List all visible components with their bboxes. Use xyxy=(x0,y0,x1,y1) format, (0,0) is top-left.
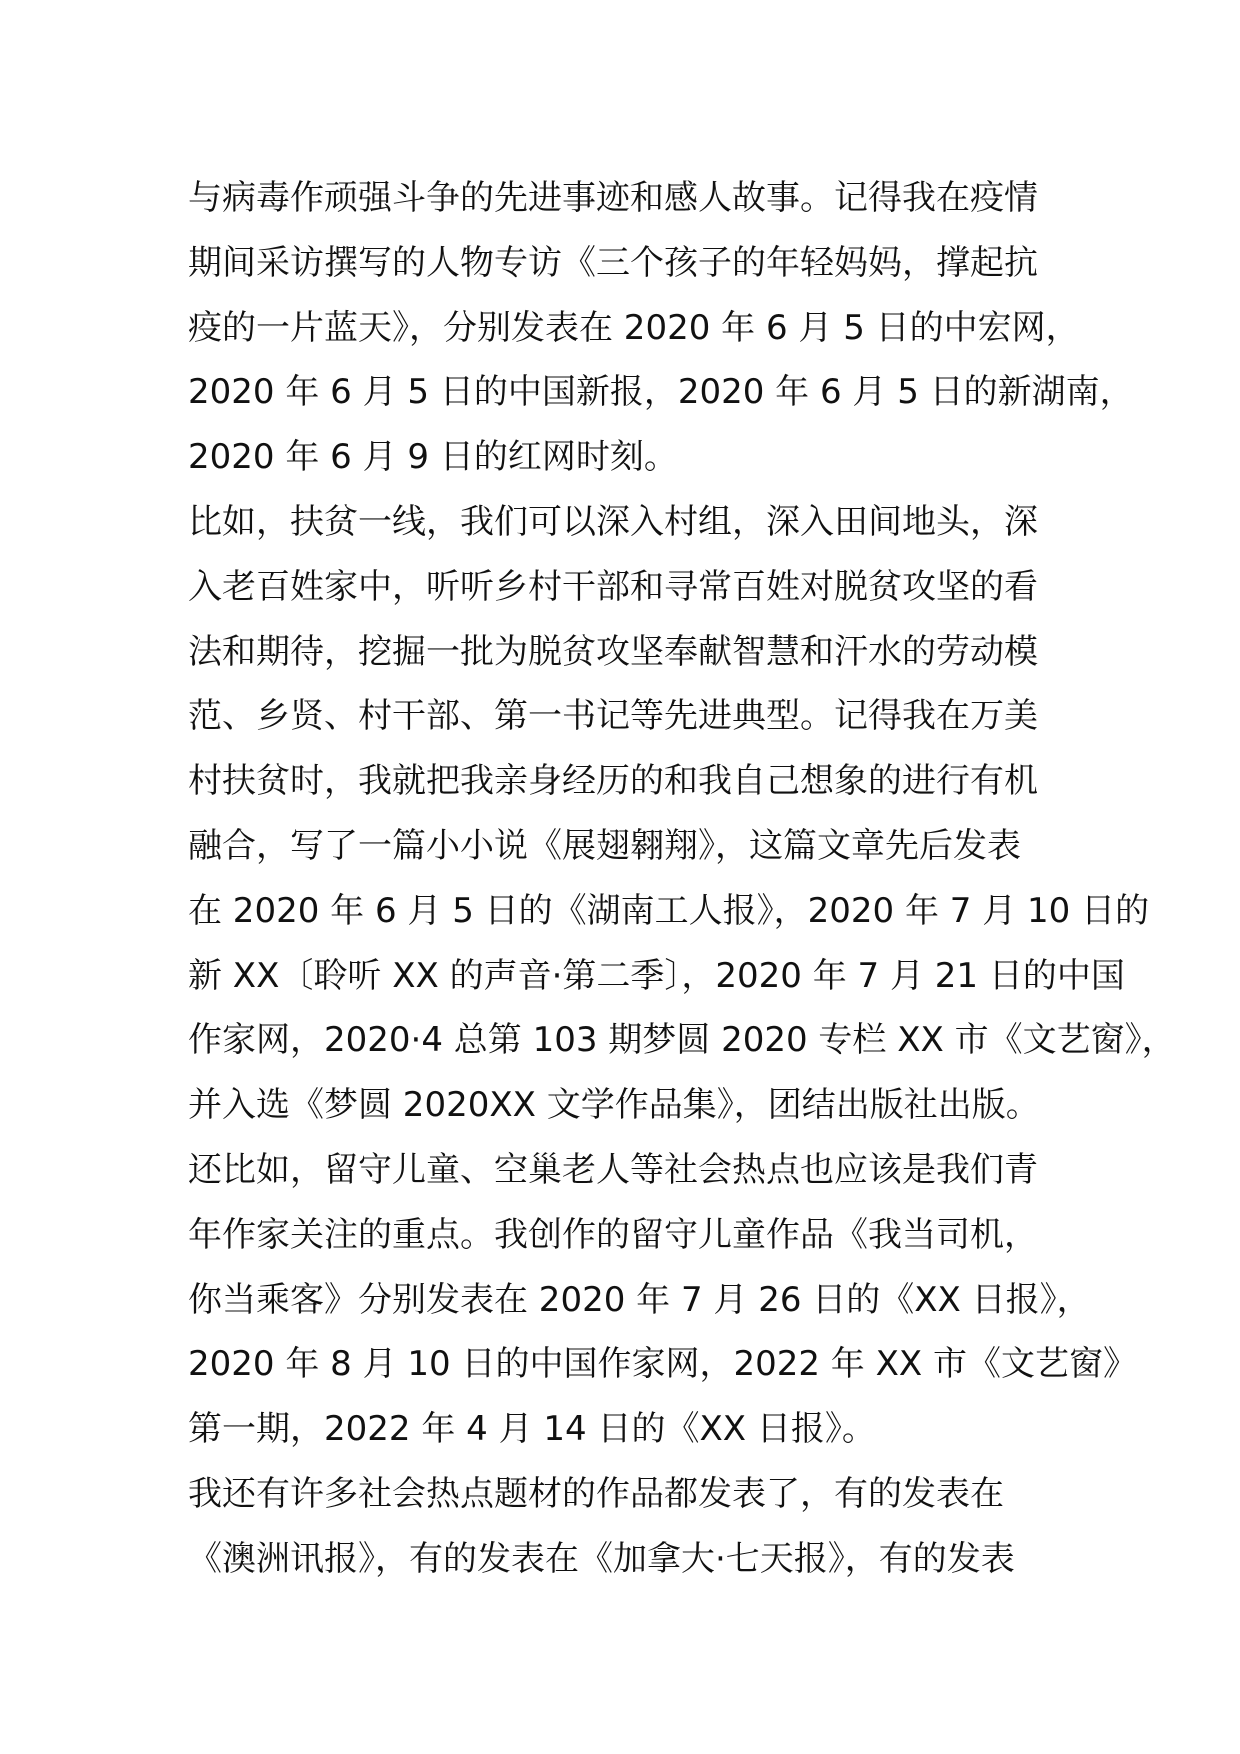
text-line: 还比如，留守儿童、空巢老人等社会热点也应该是我们青 xyxy=(188,1149,1038,1190)
text-line: 并入选《梦圆 2020XX 文学作品集》，团结出版社出版。 xyxy=(188,1085,1040,1126)
text-line: 第一期，2022 年 4 月 14 日的《XX 日报》。 xyxy=(188,1409,876,1450)
text-line: 《澳洲讯报》，有的发表在《加拿大·七天报》，有的发表 xyxy=(188,1538,1015,1579)
text-line: 疫的一片蓝天》，分别发表在 2020 年 6 月 5 日的中宏网， xyxy=(188,307,1080,348)
text-line: 期间采访撰写的人物专访《三个孩子的年轻妈妈，撑起抗 xyxy=(188,242,1038,283)
text-line: 2020 年 8 月 10 日的中国作家网，2022 年 XX 市《文艺窗》 xyxy=(188,1344,1137,1385)
text-line: 融合，写了一篇小小说《展翅翱翔》，这篇文章先后发表 xyxy=(188,825,1021,866)
text-line: 2020 年 6 月 5 日的中国新报，2020 年 6 月 5 日的新湖南， xyxy=(188,372,1134,413)
text-line: 在 2020 年 6 月 5 日的《湖南工人报》，2020 年 7 月 10 日的 xyxy=(188,890,1150,931)
text-line: 你当乘客》分别发表在 2020 年 7 月 26 日的《XX 日报》， xyxy=(188,1279,1091,1320)
text-line: 我还有许多社会热点题材的作品都发表了，有的发表在 xyxy=(188,1473,1004,1514)
body-text xyxy=(188,166,1176,1592)
text-line: 范、乡贤、村干部、第一书记等先进典型。记得我在万美 xyxy=(188,696,1038,737)
text-line: 比如，扶贫一线，我们可以深入村组，深入田间地头，深 xyxy=(188,501,1038,542)
text-line: 与病毒作顽强斗争的先进事迹和感人故事。记得我在疫情 xyxy=(188,178,1038,218)
text-line: 2020 年 6 月 9 日的红网时刻。 xyxy=(188,437,678,478)
text-line: 作家网，2020·4 总第 103 期梦圆 2020 专栏 XX 市《文艺窗》， xyxy=(188,1020,1176,1061)
text-line: 年作家关注的重点。我创作的留守儿童作品《我当司机， xyxy=(188,1214,1038,1255)
text-line: 村扶贫时，我就把我亲身经历的和我自己想象的进行有机 xyxy=(188,761,1038,802)
text-line: 入老百姓家中，听听乡村干部和寻常百姓对脱贫攻坚的看 xyxy=(188,566,1038,607)
text-line: 新 XX〔聆听 XX 的声音·第二季〕，2020 年 7 月 21 日的中国 xyxy=(188,955,1125,996)
text-line: 法和期待，挖掘一批为脱贫攻坚奉献智慧和汗水的劳动模 xyxy=(188,631,1038,672)
